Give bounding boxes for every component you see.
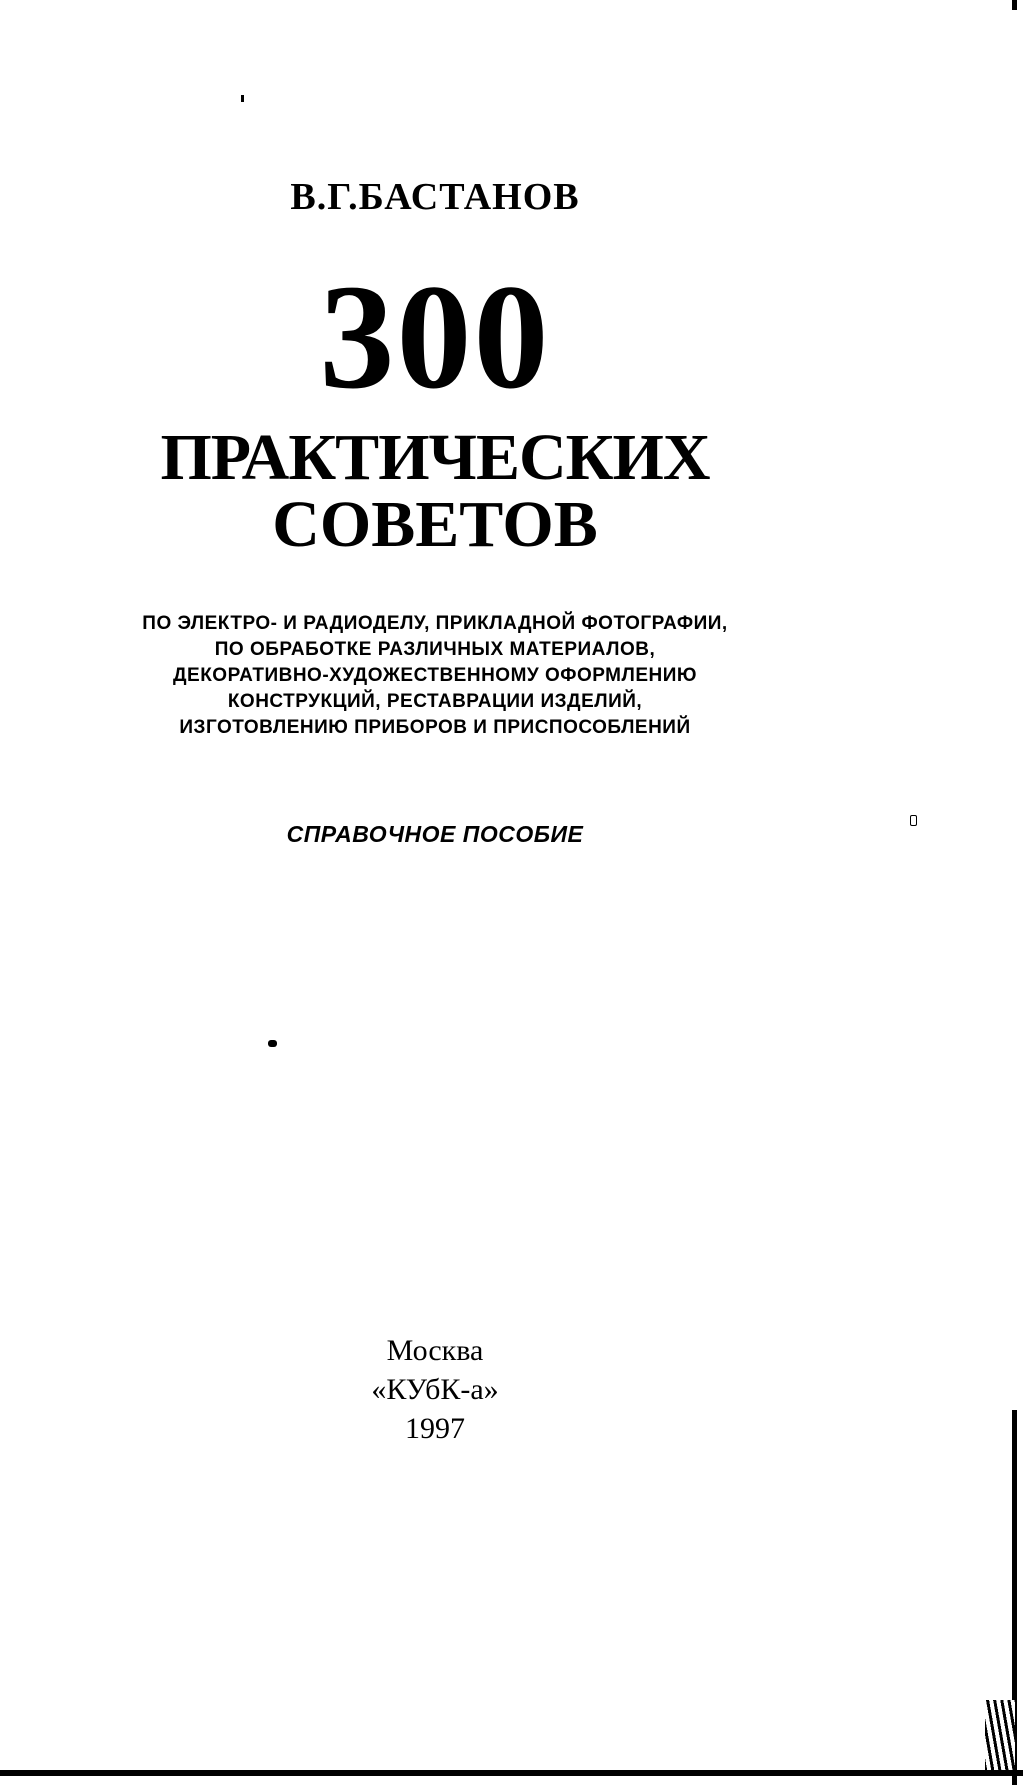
scan-speck [241,95,244,102]
subtitle-line-4: КОНСТРУКЦИЙ, РЕСТАВРАЦИИ ИЗДЕЛИЙ, [227,691,643,712]
scan-speck [1012,0,1017,10]
title-number: 300 [319,254,551,420]
subtitle-line-5: ИЗГОТОВЛЕНИЮ ПРИБОРОВ И ПРИСПОСОБЛЕНИЙ [179,717,691,738]
scan-edge-bottom [0,1770,1023,1776]
scan-edge-corner [985,1700,1015,1775]
imprint-year: 1997 [405,1412,465,1445]
title-line-2: СОВЕТОВ [272,488,598,561]
imprint-city: Москва [386,1334,484,1367]
title-line-1: ПРАКТИЧЕСКИХ [160,421,710,494]
subtitle-line-2: ПО ОБРАБОТКЕ РАЗЛИЧНЫХ МАТЕРИАЛОВ, [214,639,656,660]
author-name: В.Г.БАСТАНОВ [290,176,580,218]
subtitle-line-3: ДЕКОРАТИВНО-ХУДОЖЕСТВЕННОМУ ОФОРМЛЕНИЮ [172,665,697,686]
genre-label: СПРАВОЧНОЕ ПОСОБИЕ [286,821,584,847]
scan-speck [268,1040,277,1047]
imprint-publisher: «КУбК-а» [371,1373,499,1406]
subtitle-line-1: ПО ЭЛЕКТРО- И РАДИОДЕЛУ, ПРИКЛАДНОЙ ФОТОГРАФИИ, [142,613,728,634]
scan-speck [910,815,917,826]
